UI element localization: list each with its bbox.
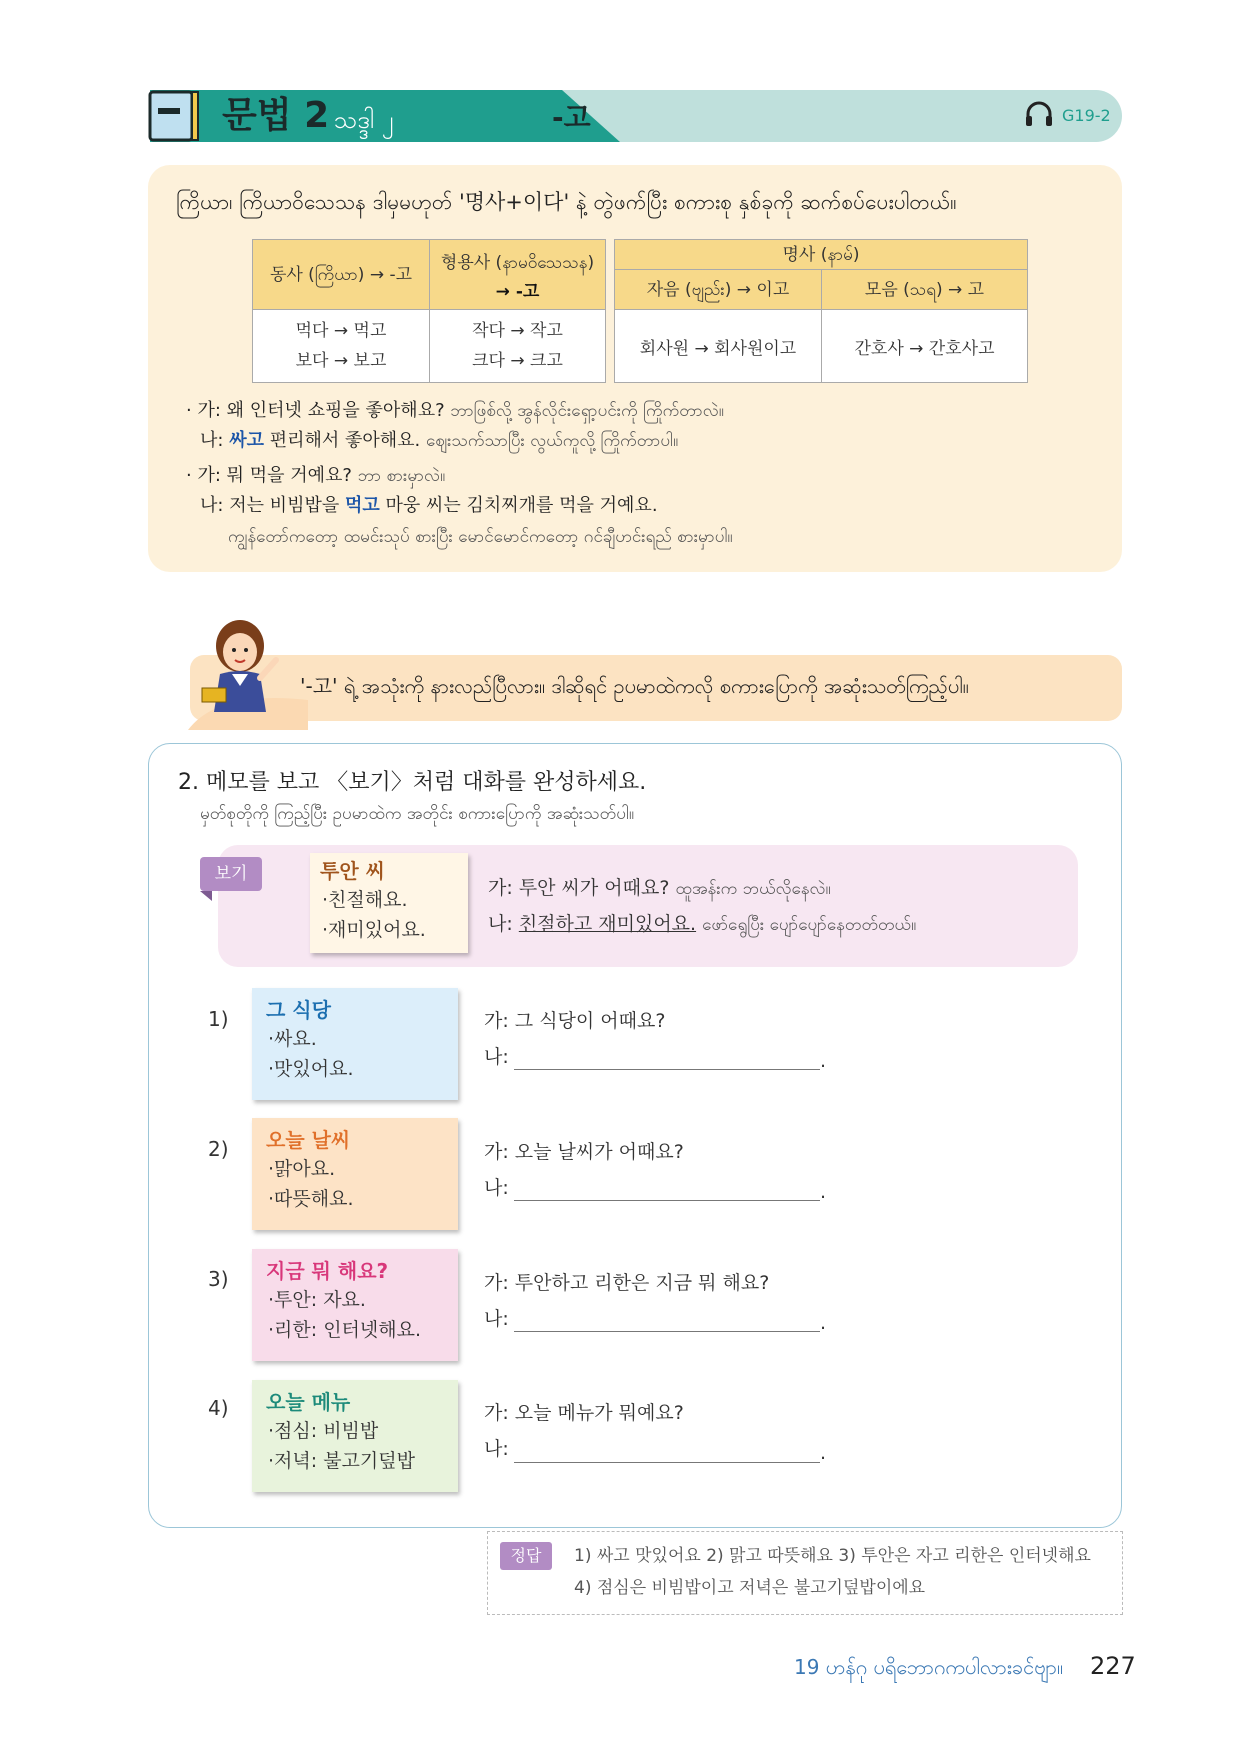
item-1-answer-line[interactable] <box>514 1069 820 1070</box>
item-3-answer-label: 나: <box>484 1308 509 1330</box>
item-2-answer-line[interactable] <box>514 1200 820 1201</box>
item-4-question: 가: 오늘 메뉴가 뭐예요? <box>484 1402 684 1424</box>
item-3-question: 가: 투안하고 리한은 지금 뭐 해요? <box>484 1272 770 1294</box>
answer-tag: 정답 <box>500 1542 552 1570</box>
tag-fold <box>200 891 212 901</box>
item-1-answer-label: 나: <box>484 1046 509 1068</box>
verb-adjective-table <box>252 239 606 383</box>
verb-header: 동사 (ကြိယာ) → -고 <box>253 240 430 310</box>
example-memo: 투안 씨 ·친절해요. ·재미있어요. <box>310 853 468 953</box>
noun-vowel-header: 모음 (သရ) → 고 <box>822 270 1028 310</box>
page-number: 227 <box>1090 1652 1136 1680</box>
item-3-number: 3) <box>208 1267 229 1291</box>
item-3-answer-line[interactable] <box>514 1331 820 1332</box>
example-question: 가: 투안 씨가 어때요? ထူအန်းက ဘယ်လိုနေလဲ။ <box>488 877 831 899</box>
noun-vowel-example: 간호사 → 간호사고 <box>822 310 1028 383</box>
example-2-question: · 가: 뭐 먹을 거예요? ဘာ စားမှာလဲ။ <box>186 465 446 486</box>
item-1-question: 가: 그 식당이 어때요? <box>484 1010 666 1032</box>
item-1-memo: 그 식당 ·싸요. ·맛있어요. <box>252 988 458 1100</box>
headphones-icon[interactable] <box>1024 100 1054 128</box>
teacher-character-icon <box>196 616 286 716</box>
example-2-answer: 나: 저는 비빔밥을 먹고 마웅 씨는 김치찌개를 먹을 거예요. <box>200 495 658 516</box>
item-2-period: . <box>820 1181 827 1203</box>
chapter-footer: 19 ဟန်ဂု ပရိဘောဂကပါလားခင်ဗျာ။ <box>794 1655 1064 1679</box>
example-answer: 나: 친절하고 재미있어요. ဖော်ရွေပြီး ပျော်ပျော်နေတတ်တယ်။ <box>488 913 917 935</box>
item-2-number: 2) <box>208 1137 229 1161</box>
item-1-number: 1) <box>208 1007 229 1031</box>
item-3-period: . <box>820 1312 827 1334</box>
item-4-answer-line[interactable] <box>514 1462 820 1463</box>
grammar-title: 문법 2 <box>222 95 330 136</box>
noun-consonant-example: 회사원 → 회사원이고 <box>615 310 822 383</box>
item-3-memo: 지금 뭐 해요? ·투안: 자요. ·리한: 인터넷해요. <box>252 1249 458 1361</box>
book-icon <box>148 90 202 142</box>
tip-banner-text: '-고' ရဲ့ အသုံးကို နားလည်ပြီလား။ ဒါဆိုရင် ဥပမာထဲကလို စကားပြောကို အဆုံးသတ်ကြည့်ပါ။ <box>300 674 969 698</box>
answer-line-2: 4) 점심은 비빔밥이고 저녁은 불고기덮밥이에요 <box>574 1578 926 1598</box>
adjective-examples: 작다 → 작고 크다 → 크고 <box>430 310 606 383</box>
adjective-header: 형용사 (နာမဝိသေသန) → -고 <box>430 240 606 310</box>
example-1-question: · 가: 왜 인터넷 쇼핑을 좋아해요? ဘာဖြစ်လို့ အွန်လိုင်းရှော့ပင်းကို ကြိုက်တာလဲ။ <box>186 400 724 421</box>
example-1-answer: 나: 싸고 편리해서 좋아해요. ဈေးသက်သာပြီး လွယ်ကူလို့ ကြိုက်တာပါ။ <box>200 430 679 451</box>
noun-header: 명사 (နာမ်) <box>615 240 1028 270</box>
noun-consonant-header: 자음 (ဗျည်း) → 이고 <box>615 270 822 310</box>
grammar-topic: -고 <box>552 101 591 134</box>
exercise-title: 2. 메모를 보고 〈보기〉처럼 대화를 완성하세요. <box>178 770 647 795</box>
item-2-memo: 오늘 날씨 ·맑아요. ·따뜻해요. <box>252 1118 458 1230</box>
item-4-answer-label: 나: <box>484 1438 509 1460</box>
item-2-answer-label: 나: <box>484 1177 509 1199</box>
audio-track-code[interactable]: G19-2 <box>1062 106 1111 125</box>
item-4-memo: 오늘 메뉴 ·점심: 비빔밥 ·저녁: 불고기덮밥 <box>252 1380 458 1492</box>
exercise-subtitle: မှတ်စုတိုကို ကြည့်ပြီး ဥပမာထဲက အတိုင်း စကားပြောကို အဆုံးသတ်ပါ။ <box>200 804 634 824</box>
item-1-period: . <box>820 1050 827 1072</box>
grammar-instruction: ကြိယာ၊ ကြိယာဝိသေသန ဒါမှမဟုတ် '명사+이다' နဲ့ တွဲဖက်ပြီး စကားစု နှစ်ခုကို ဆက်စပ်ပေးပါတယ်။ <box>176 190 957 214</box>
example-tag: 보기 <box>200 857 262 891</box>
answer-line-1: 1) 싸고 맛있어요 2) 맑고 따뜻해요 3) 투안은 자고 리한은 인터넷해요 <box>574 1546 1091 1566</box>
example-2-translation: ကျွန်တော်ကတော့ ထမင်းသုပ် စားပြီး မောင်မောင်ကတော့ ဂင်ချီဟင်းရည် စားမှာပါ။ <box>228 527 733 547</box>
item-2-question: 가: 오늘 날씨가 어때요? <box>484 1141 684 1163</box>
item-4-number: 4) <box>208 1396 229 1420</box>
item-4-period: . <box>820 1442 827 1464</box>
grammar-subtitle: သဒ္ဒါ ၂ <box>334 106 394 134</box>
noun-table <box>614 239 1028 383</box>
verb-examples: 먹다 → 먹고 보다 → 보고 <box>253 310 430 383</box>
